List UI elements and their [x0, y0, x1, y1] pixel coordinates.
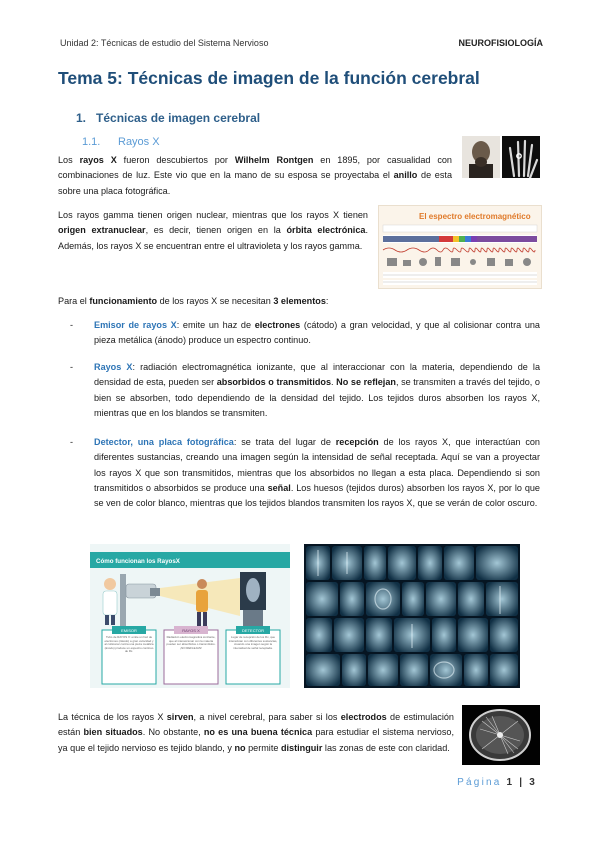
xray-collage: [304, 544, 520, 688]
roentgen-image: [462, 136, 540, 178]
subsection-heading: [82, 136, 160, 148]
rayos-box-text: Radiación electromagnética ionizante, que al interaccionar con la materia pueden ser absorbidos o transmitidos. ¡NO REFLEJAN!: [166, 636, 216, 650]
detector-box-title: DETECTOR: [242, 628, 264, 633]
section-number: 1.: [76, 111, 87, 125]
bullet-dash: -: [70, 437, 74, 447]
page-title: Tema 5: Técnicas de imagen de la función cerebral: [58, 68, 480, 88]
paragraph-gamma: Los rayos gamma tienen origen nuclear, mientras que los rayos X tienen origen extranuclear, es decir, tienen origen en la órbita electrónica. Además, los rayos X se encuentran entre el ultravioleta y los rayos gamma.: [58, 210, 368, 251]
paragraph-rontgen: Los rayos X fueron descubiertos por Wilhelm Rontgen en 1895, por casualidad con combinaciones de luz. Este vio que en la mano de su esposa se proyectaba el anillo de esta sobre una placa fotográfica.: [58, 155, 452, 196]
bullet-detector: Detector, una placa fotográfica: se trata del lugar de recepción de los rayos X, que interactúan con diferentes sustancias, creando una imagen según la intensidad de señal receptada. Aquí se van a proyectar los rayos X que son transmitidos, mientras que los absorbidos no llegan a esta placa. Dependiendo si son transmitidos o absorbidos se produce una señal. Los huesos (tejidos duros) absorben los rayos X, por lo que se ven de color blanco, mientras que los tejidos blandos transmiten los rayos X, que se verán de color oscuro.: [94, 437, 540, 509]
detector-box-text: Lugar de recepción de los Rx, que interactúan con diferentes sustancias, creando una imagen según la intensidad de señal receptada.: [228, 636, 278, 650]
bullet-rayos: Rayos X: radiación electromagnética ionizante, que al interaccionar con la materia, dependiendo de la densidad de esta, pueden ser absorbidos o transmitidos. No se reflejan, se transmiten a través del tejido, o bien se absorben, todo dependiendo de la densidad del tejido. Los tejidos duros absorben los rayos X, mientras que en los blandos se transmiten.: [94, 362, 540, 418]
skull-xray-image: [462, 705, 540, 765]
subsection-label: Rayos X: [118, 136, 160, 148]
bullet-dash: -: [70, 320, 74, 330]
subsection-number: 1.1.: [82, 136, 101, 148]
bullet-emisor: Emisor de rayos X: emite un haz de electrones (cátodo) a gran velocidad, y que al colisionar contra una pieza metálica (ánodo) produce un espectro continuo.: [94, 320, 540, 346]
rayos-box-title: RAYOS X: [182, 628, 200, 633]
paragraph-elements: Para el funcionamiento de los rayos X se necesitan 3 elementos:: [58, 296, 329, 306]
infographic-title: Cómo funcionan los RayosX: [96, 558, 180, 565]
xray-infographic: [90, 544, 290, 688]
page-footer: Página 1 | 3: [457, 777, 537, 788]
section-heading: [76, 111, 260, 125]
paragraph-conclusion: La técnica de los rayos X sirven, a nivel cerebral, para saber si los electrodos de estimulación están bien situados. No obstante, no es una buena técnica para estudiar el sistema nervioso, ya que el tejido nervioso es tejido blando, y no permite distinguir las zonas de este con claridad.: [58, 712, 454, 753]
emisor-box-text: Tubo de RAYOS X: emite un haz de electrones (cátodo) a gran velocidad y al colisionar contra una pieza metálica (ánodo) produce un espectro continuo de Rx.: [104, 636, 154, 654]
spectrum-image: [378, 205, 542, 289]
bullet-dash: -: [70, 362, 74, 372]
spectrum-title: El espectro electromagnético: [419, 212, 531, 221]
header-subject: NEUROFISIOLOGÍA: [458, 38, 543, 48]
emisor-box-title: EMISOR: [121, 628, 137, 633]
section-label: Técnicas de imagen cerebral: [96, 111, 261, 125]
header-unit: Unidad 2: Técnicas de estudio del Sistema Nervioso: [60, 38, 269, 48]
